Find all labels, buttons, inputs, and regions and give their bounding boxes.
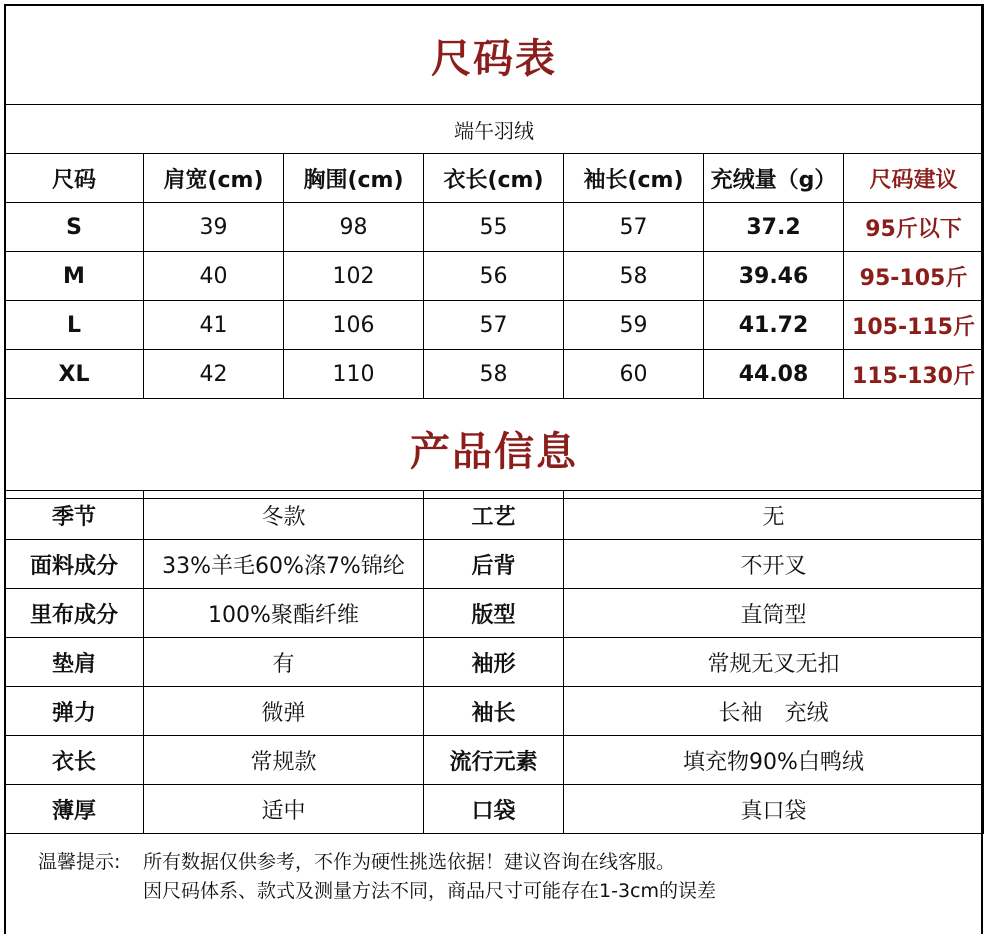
down-fill-cell: 44.08 — [704, 350, 844, 399]
info-value: 常规款 — [144, 736, 424, 785]
header-down-fill: 充绒量（g） — [704, 154, 844, 203]
header-size: 尺码 — [5, 154, 144, 203]
info-key: 面料成分 — [5, 540, 144, 589]
down-fill-cell: 37.2 — [704, 203, 844, 252]
info-key: 弹力 — [5, 687, 144, 736]
header-chest: 胸围(cm) — [284, 154, 424, 203]
size-table-title: 尺码表 — [5, 5, 984, 105]
info-key: 工艺 — [424, 491, 564, 540]
sleeve-cell: 58 — [564, 252, 704, 301]
notice-label: 温馨提示: — [38, 851, 121, 873]
sleeve-cell: 59 — [564, 301, 704, 350]
size-advice-cell: 95-105斤 — [844, 252, 984, 301]
size-cell: M — [5, 252, 144, 301]
info-key: 衣长 — [5, 736, 144, 785]
size-cell: S — [5, 203, 144, 252]
header-shoulder: 肩宽(cm) — [144, 154, 284, 203]
table-row — [5, 687, 984, 736]
info-key: 版型 — [424, 589, 564, 638]
size-advice-cell: 115-130斤 — [844, 350, 984, 399]
notice — [38, 848, 716, 906]
product-info-table — [4, 490, 984, 834]
length-cell: 58 — [424, 350, 564, 399]
info-key: 袖形 — [424, 638, 564, 687]
size-table-header — [5, 154, 984, 203]
sleeve-cell: 60 — [564, 350, 704, 399]
info-key: 里布成分 — [5, 589, 144, 638]
chest-cell: 102 — [284, 252, 424, 301]
table-row — [5, 589, 984, 638]
down-fill-cell: 41.72 — [704, 301, 844, 350]
notice-line-1: 所有数据仅供参考，不作为硬性挑选依据！建议咨询在线客服。 — [143, 851, 676, 873]
header-sleeve: 袖长(cm) — [564, 154, 704, 203]
info-value: 无 — [564, 491, 984, 540]
shoulder-cell: 40 — [144, 252, 284, 301]
info-key: 垫肩 — [5, 638, 144, 687]
chest-cell: 106 — [284, 301, 424, 350]
info-value: 冬款 — [144, 491, 424, 540]
info-key: 口袋 — [424, 785, 564, 834]
table-row — [5, 785, 984, 834]
table-row — [5, 540, 984, 589]
sleeve-cell: 57 — [564, 203, 704, 252]
info-key: 薄厚 — [5, 785, 144, 834]
info-value: 真口袋 — [564, 785, 984, 834]
size-table-subtitle: 端午羽绒 — [5, 105, 984, 154]
table-row — [5, 350, 984, 399]
table-row — [5, 252, 984, 301]
table-row — [5, 638, 984, 687]
info-key: 季节 — [5, 491, 144, 540]
info-key: 后背 — [424, 540, 564, 589]
info-value: 直筒型 — [564, 589, 984, 638]
size-cell: L — [5, 301, 144, 350]
length-cell: 55 — [424, 203, 564, 252]
info-value: 100%聚酯纤维 — [144, 589, 424, 638]
header-length: 衣长(cm) — [424, 154, 564, 203]
table-row — [5, 301, 984, 350]
info-key: 袖长 — [424, 687, 564, 736]
table-row — [5, 736, 984, 785]
notice-line-2: 因尺码体系、款式及测量方法不同，商品尺寸可能存在1-3cm的误差 — [143, 880, 716, 902]
header-size-advice: 尺码建议 — [844, 154, 984, 203]
length-cell: 56 — [424, 252, 564, 301]
shoulder-cell: 41 — [144, 301, 284, 350]
table-row — [5, 491, 984, 540]
size-advice-cell: 95斤以下 — [844, 203, 984, 252]
down-fill-cell: 39.46 — [704, 252, 844, 301]
info-value: 33%羊毛60%涤7%锦纶 — [144, 540, 424, 589]
chest-cell: 110 — [284, 350, 424, 399]
info-key: 流行元素 — [424, 736, 564, 785]
shoulder-cell: 39 — [144, 203, 284, 252]
info-value: 填充物90%白鸭绒 — [564, 736, 984, 785]
info-value: 常规无叉无扣 — [564, 638, 984, 687]
size-table — [4, 4, 984, 499]
info-value: 适中 — [144, 785, 424, 834]
info-value: 有 — [144, 638, 424, 687]
info-value: 长袖 充绒 — [564, 687, 984, 736]
info-value: 不开叉 — [564, 540, 984, 589]
table-row — [5, 203, 984, 252]
info-value: 微弹 — [144, 687, 424, 736]
chest-cell: 98 — [284, 203, 424, 252]
shoulder-cell: 42 — [144, 350, 284, 399]
size-advice-cell: 105-115斤 — [844, 301, 984, 350]
size-cell: XL — [5, 350, 144, 399]
length-cell: 57 — [424, 301, 564, 350]
product-info-title: 产品信息 — [5, 399, 984, 499]
